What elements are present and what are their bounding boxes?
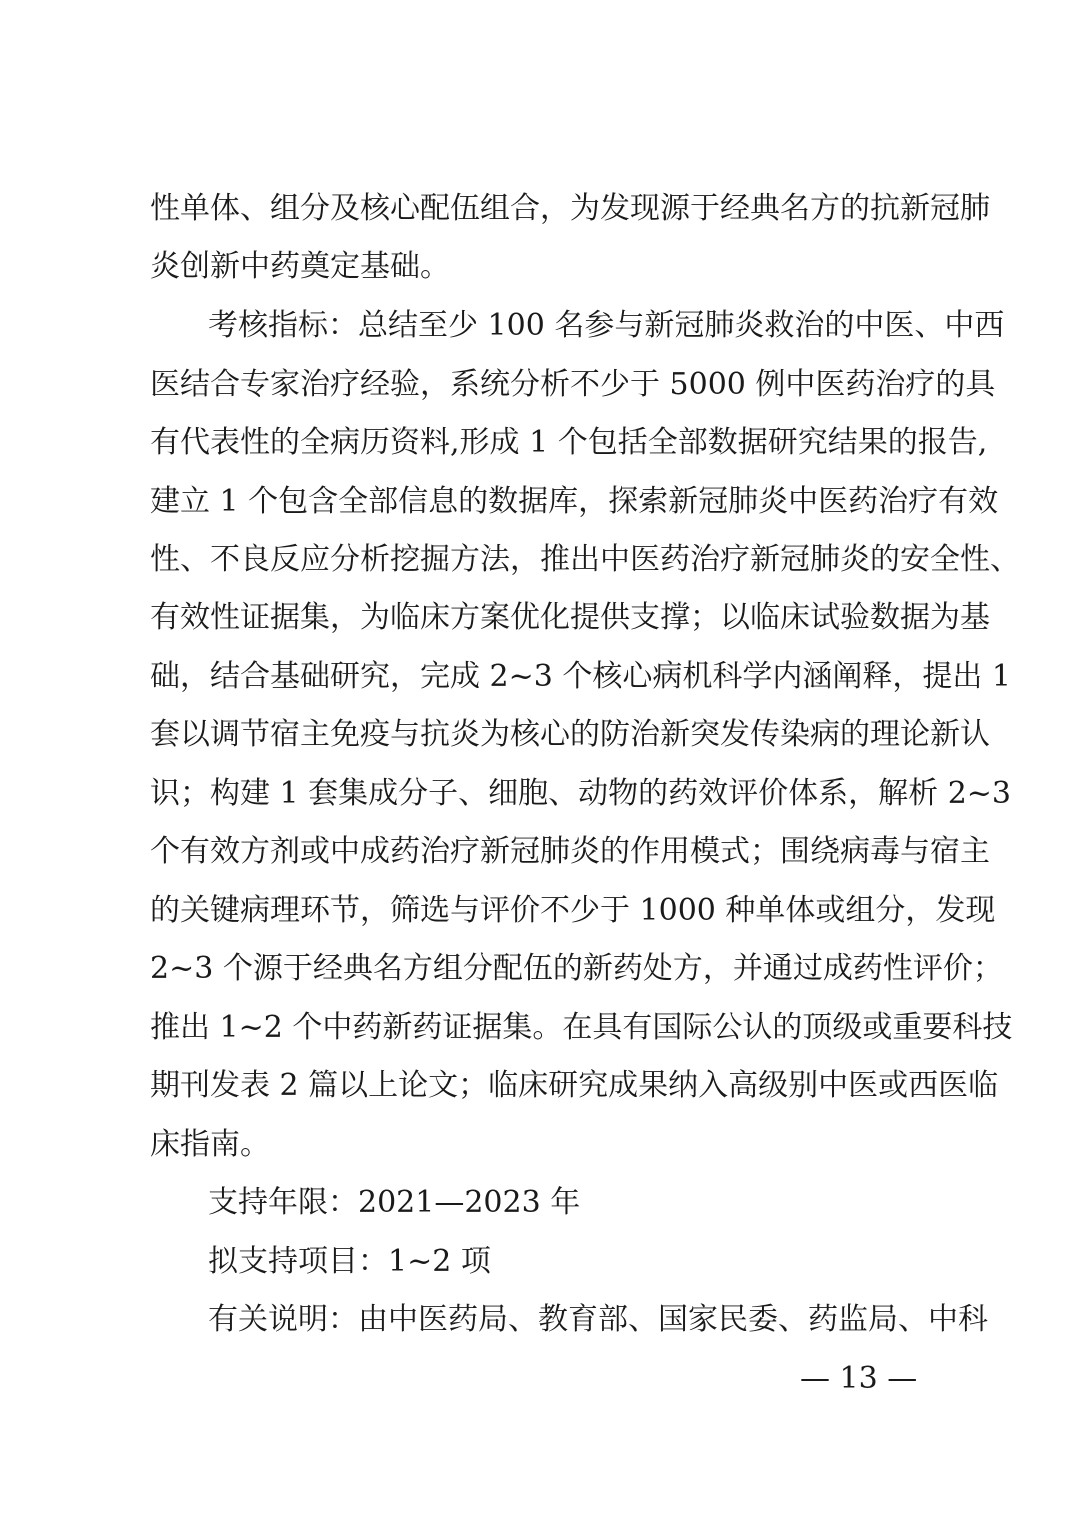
text-line: 考核指标：总结至少 100 名参与新冠肺炎救治的中医、中西 xyxy=(208,308,1005,343)
text-line: 个有效方剂或中成药治疗新冠肺炎的作用模式；围绕病毒与宿主 xyxy=(150,834,990,869)
notes: 有关说明：由中医药局、教育部、国家民委、药监局、中科 xyxy=(208,1302,988,1337)
text-line: 床指南。 xyxy=(150,1127,270,1162)
text-line: 套以调节宿主免疫与抗炎为核心的防治新突发传染病的理论新认 xyxy=(150,717,990,752)
text-line: 建立 1 个包含全部信息的数据库，探索新冠肺炎中医药治疗有效 xyxy=(150,484,999,519)
text-line: 础，结合基础研究，完成 2~3 个核心病机科学内涵阐释，提出 1 xyxy=(150,659,1012,694)
text-line: 期刊发表 2 篇以上论文；临床研究成果纳入高级别中医或西医临 xyxy=(150,1068,999,1103)
text-line: 的关键病理环节，筛选与评价不少于 1000 种单体或组分，发现 xyxy=(150,893,996,928)
text-line: 有效性证据集，为临床方案优化提供支撑；以临床试验数据为基 xyxy=(150,600,990,635)
text-line: 推出 1~2 个中药新药证据集。在具有国际公认的顶级或重要科技 xyxy=(150,1010,1013,1045)
page-number: — 13 — xyxy=(800,1361,918,1396)
proposed-projects: 拟支持项目：1~2 项 xyxy=(208,1244,491,1279)
support-period: 支持年限：2021—2023 年 xyxy=(208,1185,581,1220)
text-line: 2~3 个源于经典名方组分配伍的新药处方，并通过成药性评价； xyxy=(150,951,1003,986)
text-line: 医结合专家治疗经验，系统分析不少于 5000 例中医药治疗的具 xyxy=(150,367,996,402)
text-line: 性单体、组分及核心配伍组合，为发现源于经典名方的抗新冠肺 xyxy=(150,191,990,226)
text-line: 有代表性的全病历资料,形成 1 个包括全部数据研究结果的报告, xyxy=(150,425,988,460)
text-line: 性、不良反应分析挖掘方法，推出中医药治疗新冠肺炎的安全性、 xyxy=(150,542,1020,577)
text-line: 识；构建 1 套集成分子、细胞、动物的药效评价体系，解析 2~3 xyxy=(150,776,1012,811)
text-line: 炎创新中药奠定基础。 xyxy=(150,249,450,284)
